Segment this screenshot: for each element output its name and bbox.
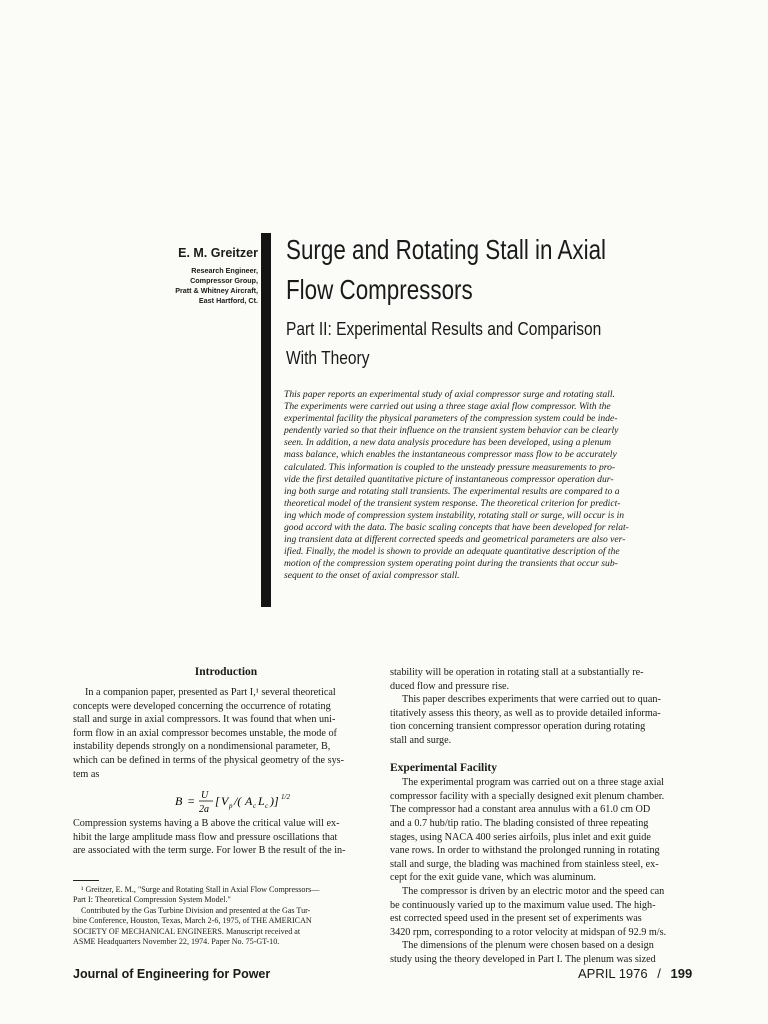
- body-line: study using the theory developed in Part I. The plenum was sized: [390, 953, 656, 965]
- right-column: [390, 666, 696, 966]
- svg-text:/(: /(: [234, 794, 242, 808]
- journal-name: Journal of Engineering for Power: [73, 967, 271, 981]
- abstract-line: motion of the compression system operating point during the transients that occur sub-: [284, 558, 618, 570]
- body-line: The experimental program was carried out on a three stage axial: [402, 777, 664, 789]
- body-line: compressor facility with a specially designed exit plenum chamber.: [390, 790, 665, 802]
- svg-text:)]: )]: [270, 794, 279, 808]
- equation-graphic: [175, 785, 315, 817]
- abstract-line: calculated. This information is coupled to the unsteady pressure measurements to pro-: [284, 461, 616, 473]
- body-line: stall and surge in axial compressors. It was found that when uni-: [73, 714, 336, 726]
- svg-text:c: c: [253, 802, 257, 810]
- footnote-line: Part I: Theoretical Compression System Model.": [73, 895, 231, 905]
- footnote-line: ¹ Greitzer, E. M., "Surge and Rotating Stall in Axial Flow Compressors—: [81, 885, 320, 894]
- body-line: instability depends strongly on a nondimensional parameter, B,: [73, 741, 331, 753]
- page-number: 199: [670, 966, 693, 981]
- body-line: 3420 rpm, corresponding to a rotor velocity at midspan of 92.9 m/s.: [390, 926, 667, 938]
- svg-text:c: c: [265, 802, 269, 810]
- abstract: [284, 389, 758, 583]
- footer-separator: /: [657, 966, 661, 981]
- abstract-line: ing both surge and rotating stall transients. The experimental results are compared to a: [284, 485, 620, 497]
- svg-text:L: L: [258, 794, 265, 808]
- svg-text:A: A: [245, 794, 253, 808]
- body-line: and a 0.7 hub/tip ratio. The blading consisted of three repeating: [390, 817, 649, 829]
- intro-heading: Introduction: [194, 666, 258, 678]
- abstract-line: sequent to the onset of axial compressor stall.: [284, 570, 460, 582]
- body-line: titatively assess this theory, as well as to provide detailed informa-: [390, 707, 661, 719]
- body-line: which can be defined in terms of the physical geometry of the sys-: [73, 754, 345, 766]
- body-line: tem as: [73, 768, 100, 780]
- author-block: [150, 246, 258, 306]
- left-column: [73, 686, 379, 781]
- abstract-line: ified. Finally, the model is shown to provide an adequate quantitative description of the: [284, 546, 620, 558]
- svg-text:=: =: [187, 794, 196, 808]
- abstract-line: seen. In addition, a new data analysis procedure has been developed, using a plenum: [284, 437, 612, 449]
- title-line: Flow Compressors: [286, 274, 473, 305]
- abstract-line: ing which mode of compression system instability, rotating stall or surge, will occur is in: [284, 509, 625, 521]
- page-footer: [578, 966, 692, 981]
- body-line: are associated with the term surge. For lower B the result of the in-: [73, 845, 346, 857]
- body-line: be continuously varied up to the maximum value used. The high-: [390, 899, 656, 911]
- abstract-line: good accord with the data. The basic scaling concepts that have been developed for relat-: [284, 522, 629, 534]
- body-line: tion concerning transient compressor operation during rotating: [390, 721, 646, 733]
- body-line: form flow in an axial compressor becomes unstable, the mode of: [73, 727, 337, 739]
- affiliation-line: Compressor Group,: [190, 276, 258, 285]
- svg-text:U: U: [201, 790, 209, 801]
- svg-text:1/2: 1/2: [281, 793, 290, 801]
- abstract-line: vide the first detailed quantitative picture of instantaneous compressor operation dur-: [284, 473, 614, 485]
- abstract-line: mass balance, which enables the instantaneous compressor mass flow to be accurately: [284, 449, 617, 461]
- footnote-line: bine Conference, Houston, Texas, March 2-6, 1975, of THE AMERICAN: [73, 916, 312, 926]
- equation-b: [175, 785, 315, 821]
- subtitle-line: Part II: Experimental Results and Comparison: [286, 318, 602, 339]
- footnote-line: ASME Headquarters November 22, 1974. Paper No. 75-GT-10.: [73, 937, 280, 947]
- svg-text:2a: 2a: [199, 804, 209, 815]
- body-line: The dimensions of the plenum were chosen based on a design: [402, 940, 654, 952]
- svg-text:B: B: [175, 794, 183, 808]
- affiliation-line: East Hartford, Ct.: [198, 296, 258, 305]
- footnote-rule: [73, 880, 99, 881]
- abstract-line: experimental facility the physical parameters of the compression system could be inde-: [284, 413, 618, 425]
- title-vertical-rule: [261, 233, 271, 607]
- abstract-line: theoretical model of the transient system response. The theoretical criterion for predict-: [284, 497, 621, 509]
- body-line: vane rows. In order to withstand the prolonged running in rotating: [390, 845, 660, 857]
- svg-text:[: [: [215, 794, 220, 808]
- body-line: duced flow and pressure rise.: [390, 680, 510, 692]
- body-line: stages, using NACA 400 series airfoils, plus inlet and exit guide: [390, 831, 651, 843]
- svg-text:V: V: [221, 794, 229, 808]
- body-line: stall and surge, the blading was machined from stainless steel, ex-: [390, 858, 659, 870]
- body-line: cept for the exit guide vane, which was aluminum.: [390, 872, 596, 884]
- section-heading: Experimental Facility: [390, 761, 497, 774]
- abstract-line: This paper reports an experimental study of axial compressor surge and rotating stall.: [284, 389, 615, 400]
- issue-date: APRIL 1976: [578, 966, 648, 981]
- paper-subtitle: [286, 314, 756, 372]
- body-line: The compressor is driven by an electric motor and the speed can: [402, 885, 665, 897]
- footnote-line: SOCIETY OF MECHANICAL ENGINEERS. Manuscript received at: [73, 926, 301, 936]
- title-line: Surge and Rotating Stall in Axial: [286, 234, 607, 265]
- abstract-line: The experiments were carried out using a three stage axial flow compressor. With the: [284, 401, 611, 413]
- body-line: hibit the large amplitude mass flow and pressure oscillations that: [73, 831, 338, 843]
- body-line: This paper describes experiments that were carried out to quan-: [402, 694, 661, 706]
- abstract-line: pendently varied so that their influence on the transient system behavior can be clearly: [284, 425, 619, 437]
- body-line: The compressor had a constant area annulus with a 61.0 cm OD: [390, 804, 651, 816]
- abstract-line: ing transient data at different corrected speeds and geometrical parameters are also ver-: [284, 534, 626, 546]
- affiliation-line: Research Engineer,: [191, 266, 258, 275]
- body-line: concepts were developed concerning the occurrence of rotating: [73, 700, 331, 712]
- paper-title: [286, 230, 756, 310]
- body-line: Compression systems having a B above the critical value will ex-: [73, 818, 340, 829]
- affiliation-line: Pratt & Whitney Aircraft,: [175, 286, 258, 295]
- body-line: stall and surge.: [390, 734, 452, 746]
- footnote-line: Contributed by the Gas Turbine Division and presented at the Gas Tur-: [81, 905, 311, 915]
- svg-text:p: p: [229, 802, 233, 810]
- left-column-cont: [73, 817, 379, 858]
- body-line: est corrected speed used in the present set of experiments was: [390, 913, 642, 925]
- body-line: stability will be operation in rotating stall at a substantially re-: [390, 667, 644, 678]
- subtitle-line: With Theory: [286, 347, 370, 368]
- author-name: E. M. Greitzer: [178, 246, 258, 260]
- footnotes: [73, 885, 379, 947]
- body-line: In a companion paper, presented as Part I,¹ several theoretical: [85, 687, 336, 698]
